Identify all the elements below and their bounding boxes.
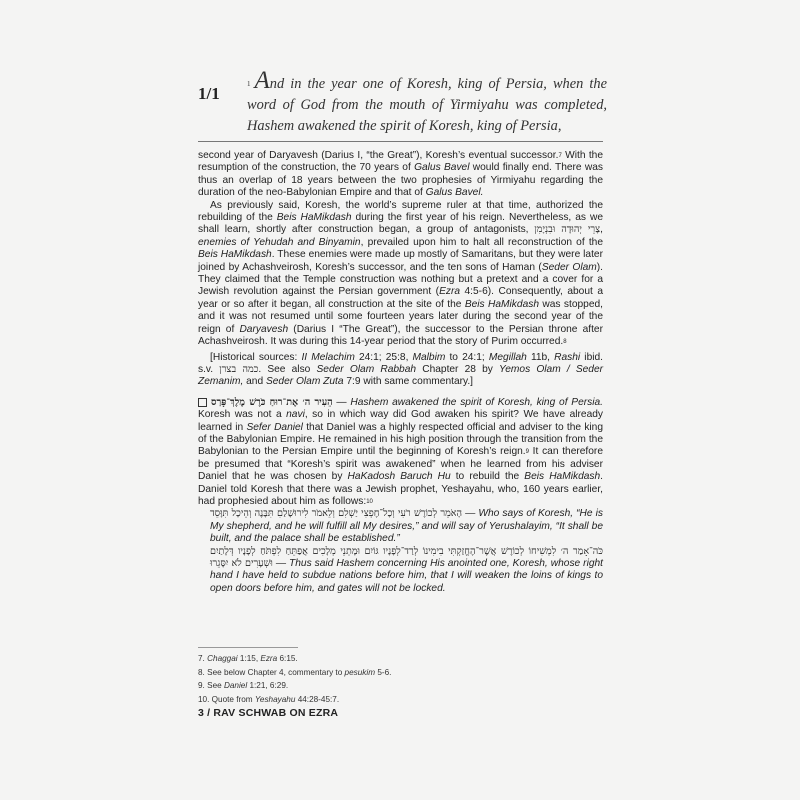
page-footer: 3 / RAV SCHWAB ON EZRA [198, 707, 339, 719]
verse-superscript: 1 [247, 80, 251, 88]
paragraph-1: second year of Daryavesh (Darius I, “the Great”), Koresh’s eventual successor.$^7$ With the resumption of the construction, the 70 years of Galus Bavel would finally end. There was thus an overlap of 18 years between the two prophesies of Yirmiyahu regarding the duration of the neo-Babylonian Empire and that of Galus Bavel. [198, 150, 603, 199]
footnote-divider [198, 647, 298, 648]
historical-sources: [Historical sources: II Melachim 24:1; 25:8, Malbim to 24:1; Megillah 11b, Rashi ibid. s.v. כמה בצרן. See also Seder Olam Rabbah Chapter 28 by Yemos Olam / Seder Zemanim, and Seder Olam Zuta 7:9 with same commentary.] [198, 351, 604, 388]
paragraph-2: As previously said, Koresh, the world’s supreme ruler at that time, authorized the rebuilding of the Beis HaMikdash during the first year of his reign. Nevertheless, as we shall learn, shortly after construction began, a group of antagonists, צָרֵי יְהוּדָה וּבִנְיָמִן, enemies of Yehudah and Binyamin, prevailed upon him to halt all reconstruction of the Beis HaMikdash. These enemies were made up mostly of Samaritans, but they were later joined by Achashveirosh, Koresh’s successor, and the ten sons of Haman (Seder Olam). They claimed that the Temple construction was nothing but a pretext and a cover for a Jewish revolution against the Persian government (Ezra 4:5-6). Consequently, about a year or so after it began, all construction at the site of the Beis HaMikdash was stopped, and it was not resumed until some fourteen years later during the second year of the reign of Daryavesh (Darius I “The Great”), the successor to the Persian throne after Achashveirosh. It was during this 14-year period that the story of Purim occurred.$^8$ [198, 199, 604, 348]
commentary-body [198, 150, 603, 595]
footnote-7: 7. Chaggai 1:15, Ezra 6:15. [198, 654, 298, 663]
footnote-10: 10. Quote from Yeshayahu 44:28-45:7. [198, 695, 340, 705]
hebrew-text: צָרֵי יְהוּדָה וּבִנְיָמִן [534, 224, 601, 236]
verse-drop-letter: A [254, 67, 270, 94]
footnotes [198, 652, 603, 707]
footnote-ref-8: 8 [563, 339, 567, 346]
verse-body: nd in the year one of Koresh, king of Persia, when the word of God from the mouth of Yirmiyahu was completed, Hashem awakened the spirit of Koresh, king of Persia, [247, 76, 607, 134]
paragraph-3: הֵעִיר ה׳ אֶת־רוּחַ כֹּרֶשׁ מֶלֶךְ־פָּרַס — Hashem awakened the spirit of Koresh, king of Persia. Koresh was not a navi, so in which way did God awaken his spirit? We have already learned in Sefer Daniel that Daniel was a highly respected official and adviser to the king of the Babylonian Empire. He remained in his high position through the transition from the Babylonian to the Persian Empire until the beginning of Koresh’s reign.$^9$ It can therefore be presumed that “Koresh’s spirit was awakened” when he learned from his adviser Daniel that he was chosen by HaKadosh Baruch Hu to rebuild the Beis HaMikdash. Daniel told Koresh that there was a Jewish prophet, Yeshayahu, who, 160 years earlier, had prophesied about him as follows:$^{10}$ [198, 396, 604, 507]
header-divider [198, 141, 603, 142]
quote-1: הָאֹמֵר לְכוֹרֶשׁ רֹעִי וְכָל־חֶפְצִי יַשְׁלִם וְלֵאמֹר לִירוּשָׁלַםִ תִּבָּנֶה וְהֵיכָל תִּוָּסֵד — Who says of Koresh, “He is My shepherd, and he will fulfill all My desires,” and will say of Yerushalayim, “It shall be built, and the palace shall be established.” [210, 508, 603, 545]
footnote-9: 9. See Daniel 1:21, 6:29. [198, 681, 289, 691]
chapter-verse-number: 1/1 [198, 84, 220, 103]
square-bullet-icon [198, 398, 207, 407]
hebrew-lemma: הֵעִיר ה׳ אֶת־רוּחַ כֹּרֶשׁ מֶלֶךְ־פָּרַס [211, 396, 333, 408]
footnote-ref-9: 9 [525, 449, 529, 456]
quote-2: כֹּה־אָמַר ה׳ לִמְשִׁיחוֹ לְכוֹרֶשׁ אֲשֶׁר־הֶחֱזַקְתִּי בִימִינוֹ לְרַד־לְפָנָיו גּוֹיִם וּמָתְנֵי מְלָכִים אֲפַתֵּחַ לִפְתֹּחַ לְפָנָיו דְּלָתַיִם וּשְׁעָרִים לֹא יִסָּגֵרוּ — Thus said Hashem concerning His anointed one, Koresh, whose right hand I have held to subdue nations before him, that I will weaken the loins of kings to open doors before him, and gates will not be locked. [210, 545, 604, 594]
footnote-8: 8. See below Chapter 4, commentary to pesukim 5-6. [198, 667, 392, 677]
verse-text [247, 67, 607, 137]
footnote-ref-7: 7 [558, 153, 562, 159]
footnote-ref-10: 10 [366, 498, 373, 505]
